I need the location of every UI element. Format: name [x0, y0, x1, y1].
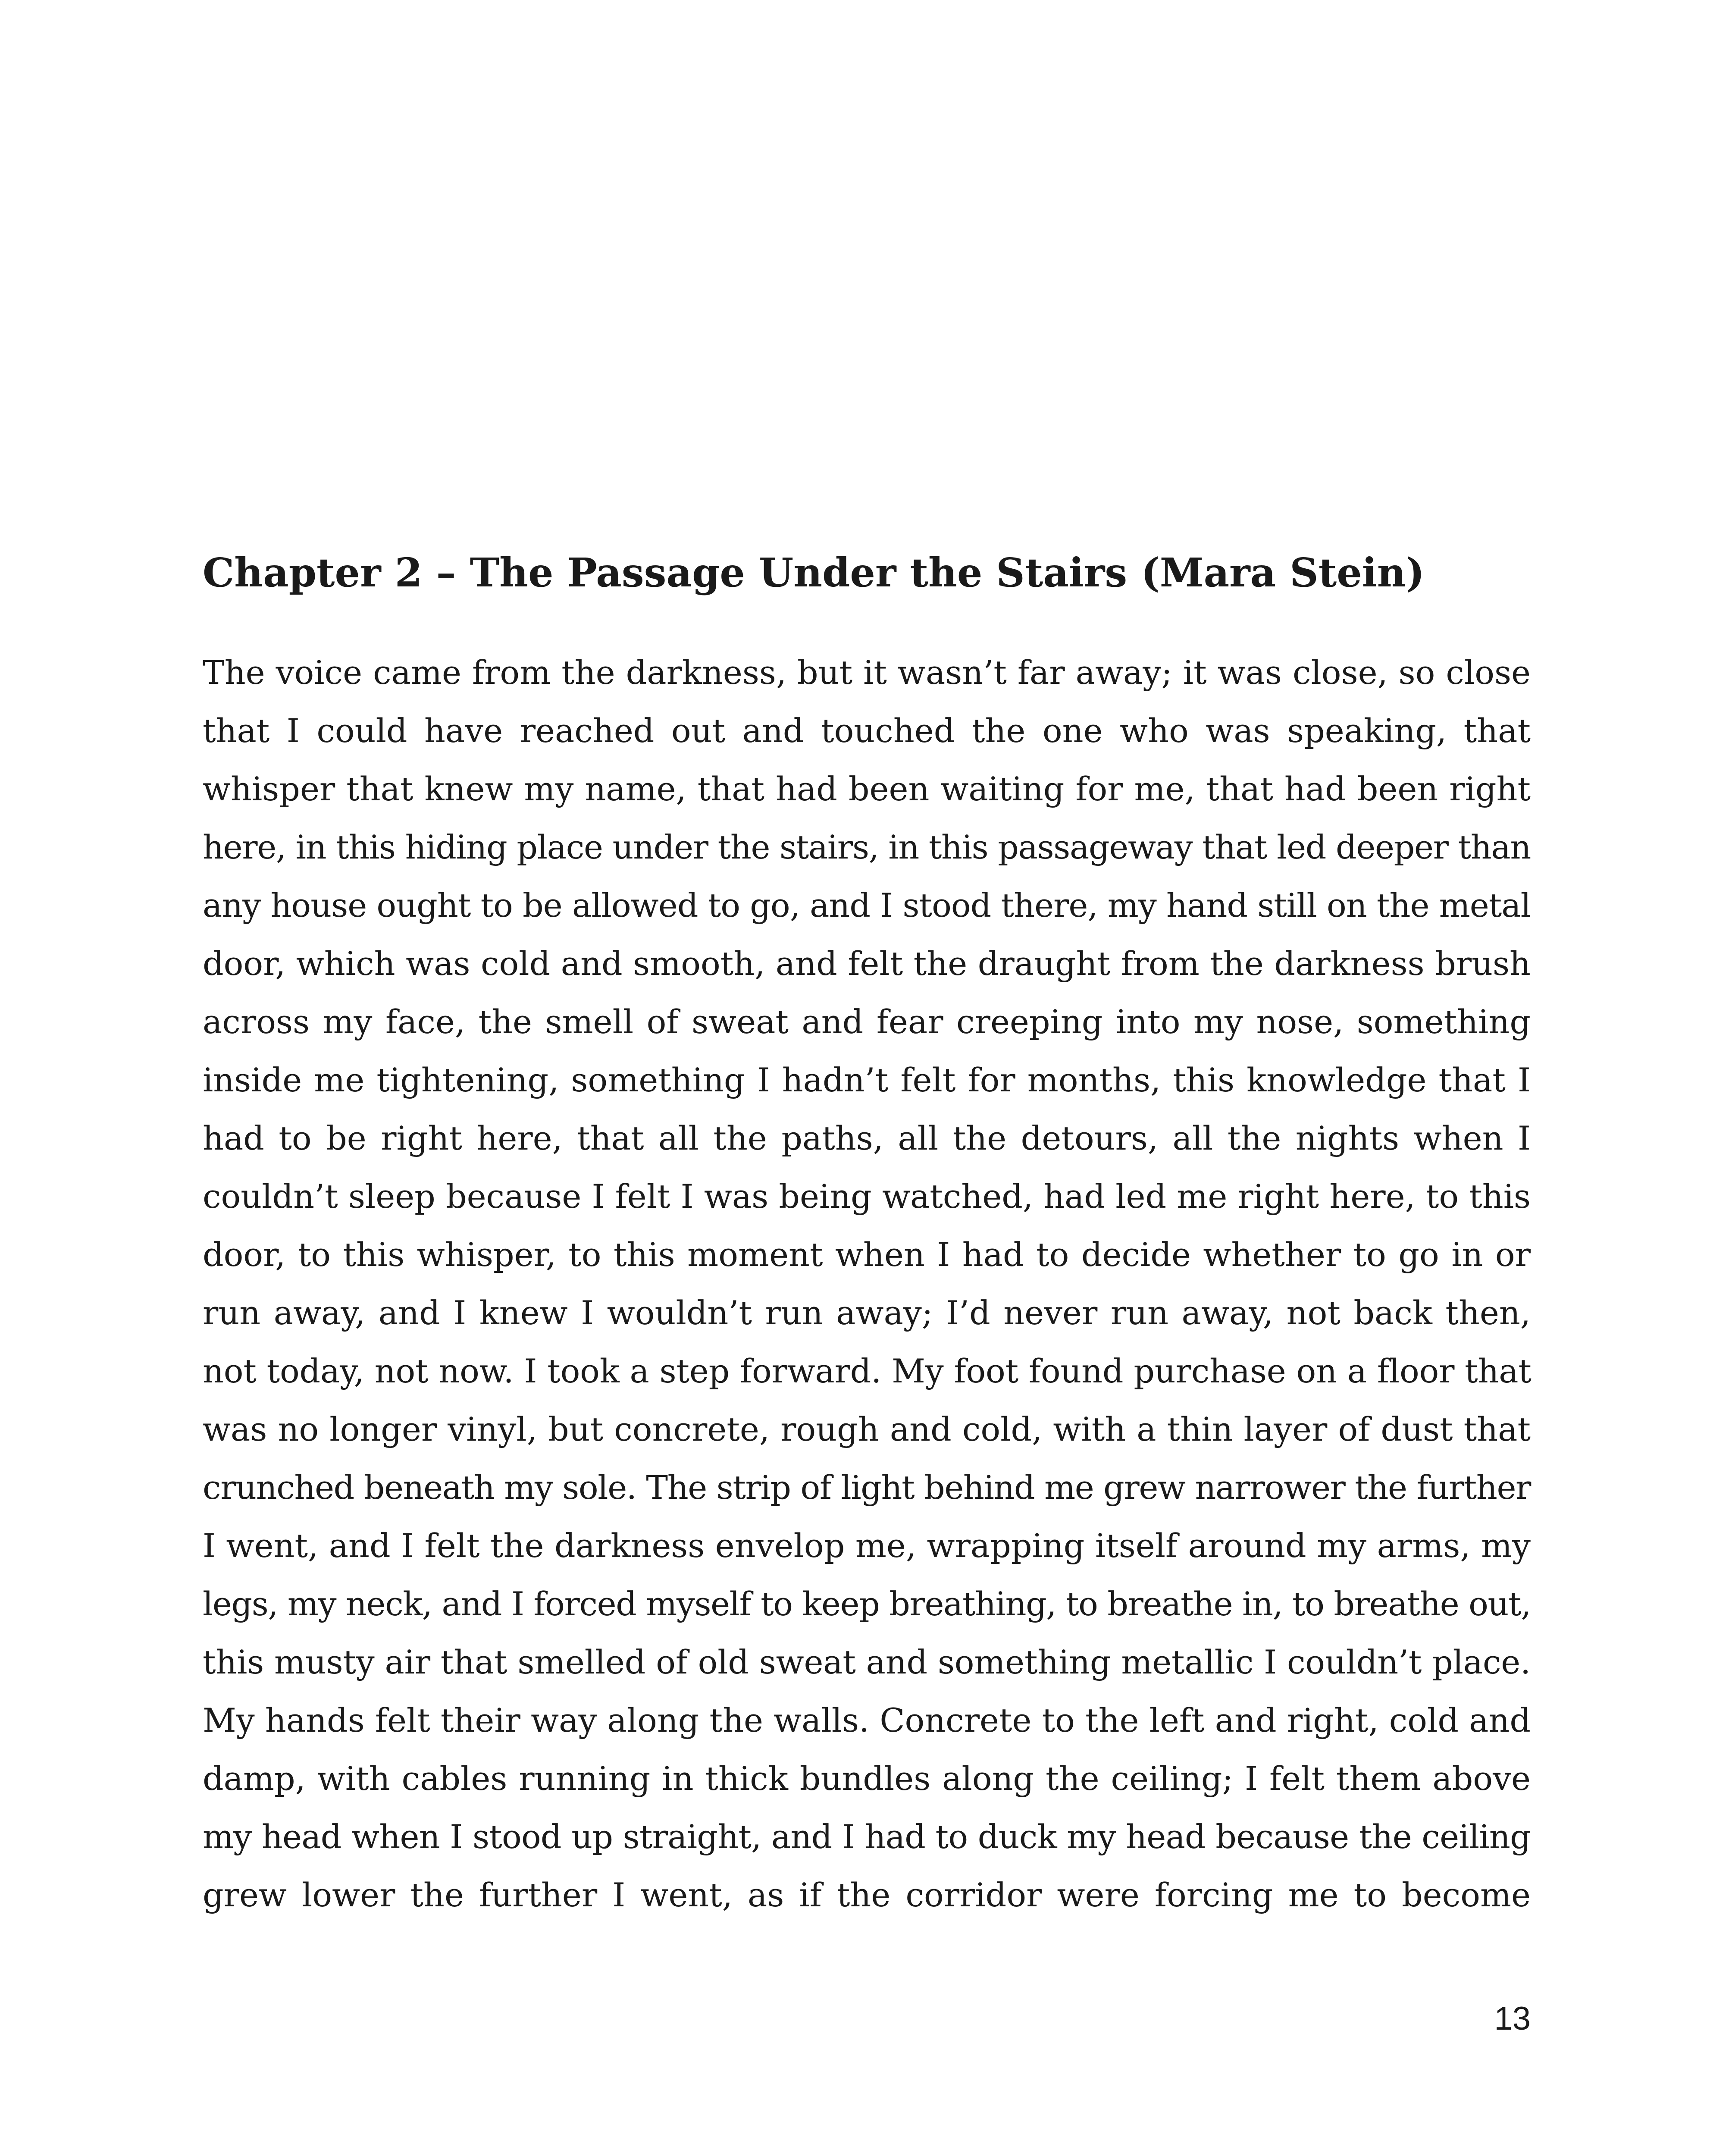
- text-line: across my face, the smell of sweat and fear creeping into my nose, something: [203, 1003, 1531, 1041]
- text-line: door, which was cold and smooth, and felt the draught from the darkness brush: [203, 944, 1531, 983]
- text-line: I went, and I felt the darkness envelop me, wrapping itself around my arms, my: [203, 1526, 1531, 1565]
- text-line: grew lower the further I went, as if the corridor were forcing me to become: [203, 1876, 1531, 1914]
- text-line: whisper that knew my name, that had been waiting for me, that had been right: [203, 770, 1531, 808]
- text-line: had to be right here, that all the paths, all the detours, all the nights when I: [203, 1119, 1531, 1157]
- text-line: damp, with cables running in thick bundles along the ceiling; I felt them above: [203, 1759, 1531, 1798]
- text-line: my head when I stood up straight, and I had to duck my head because the ceiling: [203, 1818, 1531, 1856]
- text-line: crunched beneath my sole. The strip of light behind me grew narrower the further: [203, 1468, 1531, 1507]
- text-line: not today, not now. I took a step forward. My foot found purchase on a floor that: [203, 1352, 1532, 1390]
- text-line: My hands felt their way along the walls. Concrete to the left and right, cold and: [203, 1701, 1531, 1739]
- text-line: couldn’t sleep because I felt I was being watched, had led me right here, to this: [203, 1177, 1531, 1216]
- text-line: inside me tightening, something I hadn’t felt for months, this knowledge that I: [203, 1061, 1531, 1099]
- page-number: 13: [1494, 2000, 1531, 2037]
- text-line: door, to this whisper, to this moment when I had to decide whether to go in or: [203, 1235, 1531, 1274]
- body-paragraph: [203, 643, 1531, 1924]
- text-line: legs, my neck, and I forced myself to keep breathing, to breathe in, to breathe out,: [203, 1585, 1531, 1623]
- text-line: was no longer vinyl, but concrete, rough and cold, with a thin layer of dust that: [203, 1410, 1531, 1448]
- text-line: run away, and I knew I wouldn’t run away; I’d never run away, not back then,: [203, 1294, 1531, 1332]
- text-line: any house ought to be allowed to go, and I stood there, my hand still on the metal: [203, 886, 1531, 924]
- chapter-title: Chapter 2 – The Passage Under the Stairs (Mara Stein): [203, 549, 1425, 596]
- text-line: that I could have reached out and touched the one who was speaking, that: [203, 711, 1531, 750]
- text-line: this musty air that smelled of old sweat and something metallic I couldn’t place.: [203, 1643, 1531, 1681]
- text-line: The voice came from the darkness, but it wasn’t far away; it was close, so close: [203, 653, 1531, 692]
- text-line: here, in this hiding place under the stairs, in this passageway that led deeper than: [203, 828, 1531, 866]
